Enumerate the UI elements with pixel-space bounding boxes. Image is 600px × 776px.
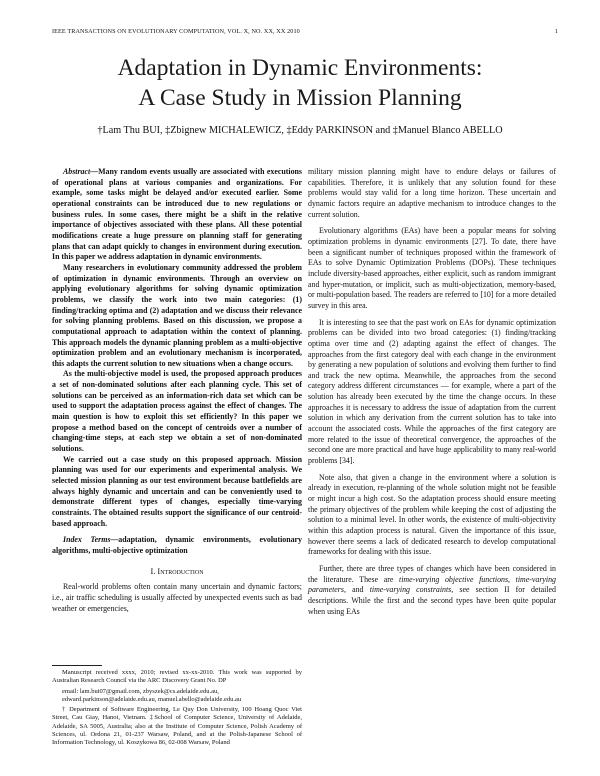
- abstract-paragraph-4: We carried out a case study on this proposed approach. Mission planning was used for our experiments and experimental analysis. We selected mission planning as our test environment because battlefields are always highly dynamic and uncertain and can be conveniently used to demonstrate different types of changes, especially time-varying constraints. The obtained results support the significance of our centroid-based approach.: [52, 454, 302, 528]
- running-header: [52, 28, 558, 35]
- abstract: [52, 167, 302, 557]
- right-paragraph-4: Note also, that given a change in the environment where a solution is already in execution, re-planning of the whole solution might not be feasible or might incur a high cost. So the adaptation process should ensure meeting the primary objectives of the problem while keeping the cost of adjusting the solution to a minimal level. In other words, the existence of multi-objectivity within this adaption process is natural. Given the importance of this issue, however there seems a lack of dedicated research to develop computational frameworks for dealing with this issue.: [308, 472, 556, 557]
- right-paragraph-1: military mission planning might have to endure delays or failures of capabilities. Therefore, it is unlikely that any solution found for these problems would stay valid for a long time horizon. These uncertain and dynamic factors require an adaptive mechanism to introduce changes to the current solution.: [308, 167, 556, 219]
- right-paragraph-2: Evolutionary algorithms (EAs) have been a popular means for solving optimization problems in dynamic environments [27]. To date, there have been a significant number of techniques proposed within the framework of EAs to solve Dynamic Optimization Problems (DOPs). These techniques include diversity-based approaches, either explicit, such as random immigrant and hyper-mutation, or implicit, such as multi-objectization, memory-based, or multi-population based. The readers are referred to [10] for a more detailed survey in this area.: [308, 226, 556, 310]
- footnote-rule: [52, 665, 102, 666]
- page-number: 1: [554, 28, 558, 35]
- introduction-paragraph-1: Real-world problems often contain many uncertain and dynamic factors; i.e., air traffic scheduling is usually affected by unexpected events such as bad weather or emergencies,: [52, 582, 302, 613]
- title-line-1: Adaptation in Dynamic Environments:: [117, 55, 483, 81]
- footnote-received: Manuscript received xxxx, 2010; revised xx-xx-2010. This work was supported by Australian Research Council via the ARC Discovery Grant No. DP: [52, 669, 302, 685]
- footnote-email: email: lam.bui07@gmail.com, zbyszek@cs.adelaide.edu.au, edward.parkinson@adelaide.edu.au, manuel.abello@adelaide.edu.au: [62, 687, 242, 703]
- paper-title: [0, 53, 600, 113]
- abstract-label: Abstract: [63, 167, 91, 176]
- abstract-paragraph-3: As the multi-objective model is used, the proposed approach produces a set of non-dominated solutions after each planning cycle. This set of solutions can be perceived as an information-rich data set which can be used to support the adaptation process against the effect of changes. The main question is how to exploit this set efficiently? In this paper we propose a method based on the concept of centroids over a number of changing-time steps, at each step we obtain a set of non-dominated solutions.: [52, 369, 302, 454]
- right-paragraph-5: Further, there are three types of changes which have been considered in the literature. These are time-varying objective functions, time-varying parameters, and time-varying constraints, see section II for detailed descriptions. While the first and the second types have been quite popular when using EAs: [308, 563, 556, 616]
- abstract-paragraph-1: Abstract—Many random events usually are associated with executions of operational plans at various companies and organizations. For example, some tasks might be delayed and/or executed earlier. Some operational constraints can be introduced due to new regulations or business rules. In some cases, there might be a shift in the relative importance of objectives associated with these plans. All these potential modifications create a huge pressure on planning staff for generating plans that can adapt quickly to changes in environment during execution. In this paper we address adaptation in dynamic environments.: [52, 167, 302, 262]
- section-heading-introduction: I. Introduction: [150, 566, 204, 576]
- index-terms: Index Terms—adaptation, dynamic environments, evolutionary algorithms, multi-objective optimization: [52, 535, 302, 555]
- author-list: †Lam Thu BUI, ‡Zbignew MICHALEWICZ, ‡Eddy PARKINSON and ‡Manuel Blanco ABELLO: [97, 125, 503, 136]
- journal-header: IEEE TRANSACTIONS ON EVOLUTIONARY COMPUTATION, VOL. X, NO. XX, XX 2010: [52, 28, 300, 35]
- left-column: [52, 167, 302, 614]
- footnotes: [52, 665, 302, 750]
- index-terms-label: Index Terms: [63, 535, 111, 545]
- abstract-paragraph-2: Many researchers in evolutionary community addressed the problem of optimization in dynamic environments. Through an overview on applying evolutionary algorithms for solving dynamic optimization problems, we classify the work into two main categories: (1) finding/tracking optima and (2) adaptation and we discuss their relevance for solving planning problems. Based on this discussion, we propose a computational approach to adaptation within the context of planning. This approach models the dynamic planning problem as a multi-objective optimization problem and an evolutionary mechanism is incorporated, this adapts the current solution to new situations when a change occurs.: [52, 262, 302, 368]
- title-line-2: A Case Study in Mission Planning: [138, 85, 462, 111]
- right-paragraph-3: It is interesting to see that the past work on EAs for dynamic optimization problems can be divided into two broad categories: (1) finding/tracking optima over time and (2) adapting against the effect of changes. The approaches from the first category deal with each change in the environment by generating a new population of solutions and evolving them further to find and track the new optima. Meanwhile, the approaches from the second category address different circumstances — for example, where a part of the solution has already been executed by the time the change occurs. In these approaches it is necessary to address the issue of adaptation from the current solution in which any derivation from the current solution has to take into account the associated costs. While the approaches of the first category are more related to the issue of theoretical convergence, the approaches of the second one are more practical and have huge applicability to many real-world problems [34].: [308, 317, 556, 466]
- introduction-body: [52, 582, 302, 614]
- footnote-affiliations: † Department of Software Engineering, Le Quy Don University, 100 Hoang Quoc Viet Street, Cau Giay, Hanoi, Vietnam. ‡School of Computer Science, University of Adelaide, Adelaide, SA 5005, Australia; also at the Institute of Computer Science, Polish Academy of Sciences, ul. Ordona 21, 01-237 Warsaw, Poland, and at the Polish-Japanese School of Information Technology, ul. Koszykowa 86, 02-008 Warsaw, Poland: [52, 706, 302, 747]
- right-column: [308, 167, 556, 623]
